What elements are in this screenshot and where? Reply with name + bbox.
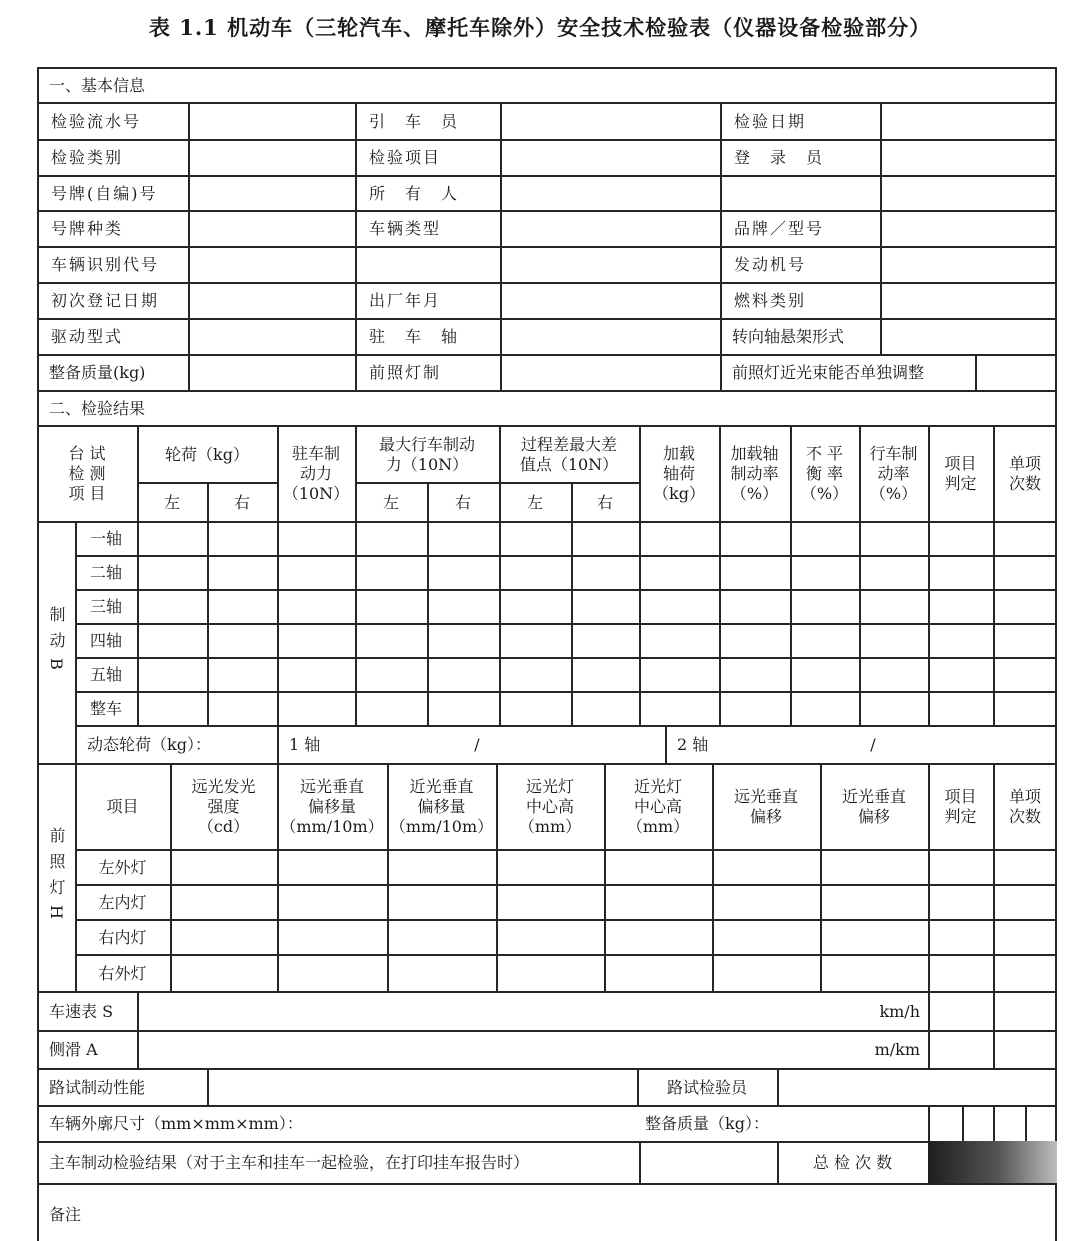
row-right-outer-lamp: 右外灯 [98, 963, 147, 983]
grid-line [37, 102, 1057, 104]
label-dimensions: 车辆外廓尺寸（mm×mm×mm）： [49, 1114, 303, 1133]
row-left-outer-lamp: 左外灯 [98, 857, 147, 877]
label-plate-type: 号牌种类 [51, 219, 124, 238]
label-inspection-type: 检验类别 [51, 148, 124, 167]
grid-line [993, 1105, 995, 1141]
label-dynamic-axle-1: 1 轴 [289, 735, 321, 754]
header-headlamp-item: 项目 [106, 797, 139, 816]
header-low-offset: 近光垂直 偏移 [841, 787, 906, 826]
grid-line [75, 691, 1057, 693]
label-fuel-type: 燃料类别 [734, 291, 807, 310]
header-high-center-height: 远光灯 中心高 （mm） [518, 777, 582, 836]
group-brake: 制动B [47, 606, 66, 680]
grid-line [1055, 67, 1057, 1241]
grid-line [37, 282, 1057, 284]
label-main-brake-result: 主车制动检验结果（对于主车和挂车一起检验，在打印挂车报告时） [49, 1153, 530, 1172]
grid-line [962, 1105, 964, 1141]
grid-line [975, 354, 977, 390]
grid-line [137, 991, 139, 1068]
label-vin: 车辆识别代号 [51, 255, 160, 274]
header-max-left: 左 [382, 492, 399, 512]
label-remarks: 备注 [49, 1205, 82, 1224]
header-diff-left: 左 [526, 492, 543, 512]
label-sideslip: 侧滑 A [49, 1040, 98, 1059]
grid-line [880, 210, 882, 354]
label-drive-type: 驱动型式 [51, 327, 124, 346]
label-curb-mass: 整备质量(kg) [49, 363, 146, 382]
shaded-cell [928, 1141, 1057, 1183]
row-whole-vehicle: 整车 [89, 699, 122, 718]
header-intensity: 远光发光 强度 （cd） [191, 777, 256, 836]
grid-line [75, 555, 1057, 557]
header-low-center-height: 近光灯 中心高 （mm） [626, 777, 690, 836]
header-service-rate: 行车制 动率 （%） [869, 444, 918, 503]
header-process-diff: 过程差最大差 值点（10N） [519, 434, 619, 474]
grid-line [37, 210, 1057, 212]
header-test-item: 台 试 检 测 项 目 [68, 444, 106, 503]
grid-line [639, 1141, 641, 1183]
label-inspection-date: 检验日期 [734, 111, 807, 131]
label-headlamp-system: 前照灯制 [369, 363, 442, 382]
label-inspection-item: 检验项目 [369, 148, 442, 167]
section-basic-info: 一、基本信息 [49, 75, 146, 95]
label-recorder: 登 录 员 [734, 148, 825, 167]
grid-line [777, 1068, 779, 1105]
header-loaded-rate: 加载轴 制动率 （%） [730, 444, 779, 503]
grid-line [880, 102, 882, 210]
row-axle-1: 一轴 [89, 529, 122, 548]
grid-line [928, 1030, 930, 1068]
header-headlamp-count: 单项 次数 [1008, 787, 1041, 826]
label-curb-mass-bottom: 整备质量（kg）： [645, 1114, 769, 1133]
label-plate-no: 号牌(自编)号 [51, 183, 158, 203]
grid-line [188, 102, 190, 390]
grid-line [75, 589, 1057, 591]
label-dynamic-load: 动态轮荷（kg）： [87, 735, 211, 754]
label-low-beam-adjust: 前照灯近光束能否单独调整 [732, 363, 925, 382]
label-dynamic-axle-2: 2 轴 [677, 735, 709, 754]
header-loaded-axle: 加载 轴荷 （kg） [653, 444, 705, 503]
grid-line [37, 246, 1057, 248]
grid-line [500, 102, 502, 390]
grid-line [1025, 1105, 1027, 1141]
label-engine-no: 发动机号 [734, 255, 807, 274]
form-title: 表 1.1 机动车（三轮汽车、摩托车除外）安全技术检验表（仪器设备检验部分） [148, 15, 932, 40]
grid-line [75, 954, 1057, 956]
row-axle-5: 五轴 [89, 665, 122, 684]
grid-line [37, 318, 1057, 320]
speed-unit: km/h [879, 1001, 920, 1021]
section-results: 二、检验结果 [49, 398, 146, 418]
row-axle-4: 四轴 [89, 631, 122, 650]
header-max-right: 右 [454, 492, 471, 512]
grid-line [928, 1105, 930, 1141]
grid-line [75, 884, 1057, 886]
row-axle-3: 三轴 [89, 597, 122, 616]
inspection-form [37, 67, 1057, 1241]
label-parking-axle: 驻 车 轴 [369, 327, 460, 346]
grid-line [37, 521, 1057, 523]
header-high-vertical-offset: 远光垂直 偏移量 （mm/10m） [280, 777, 384, 836]
header-count: 单项 次数 [1008, 454, 1041, 493]
dynamic-separator-2: / [870, 735, 876, 754]
grid-line [37, 139, 1057, 141]
grid-line [75, 657, 1057, 659]
label-steering-suspension: 转向轴悬架形式 [732, 327, 845, 346]
grid-line [75, 849, 1057, 851]
header-parking-brake: 驻车制 动力 （10N） [282, 444, 350, 503]
grid-line [37, 1183, 1057, 1185]
header-imbalance: 不 平 衡 率 （%） [800, 444, 849, 503]
label-vehicle-type: 车辆类型 [369, 219, 442, 238]
label-serial-no: 检验流水号 [51, 111, 142, 131]
header-diff-right: 右 [596, 492, 613, 512]
label-manufacture-date: 出厂年月 [369, 291, 442, 310]
grid-line [75, 623, 1057, 625]
header-judge: 项目 判定 [944, 454, 977, 493]
grid-line [207, 1068, 209, 1105]
label-brand-model: 品牌／型号 [734, 219, 825, 238]
group-headlamp: 前照灯H [47, 827, 66, 929]
grid-line [75, 919, 1057, 921]
dynamic-separator-1: / [474, 735, 480, 754]
label-road-test: 路试制动性能 [49, 1077, 146, 1097]
row-left-inner-lamp: 左内灯 [98, 892, 147, 912]
slip-unit: m/km [874, 1040, 920, 1059]
header-wheel-right: 右 [233, 492, 250, 512]
label-owner: 所 有 人 [369, 183, 460, 203]
header-low-vertical-offset: 近光垂直 偏移量 （mm/10m） [389, 777, 494, 836]
label-total-count: 总 检 次 数 [812, 1153, 893, 1172]
grid-line [37, 175, 1057, 177]
label-speedometer: 车速表 S [49, 1001, 114, 1021]
header-wheel-left: 左 [163, 492, 180, 512]
label-road-inspector: 路试检验员 [666, 1077, 747, 1097]
label-driver: 引 车 员 [369, 111, 460, 131]
header-wheel-load: 轮荷（kg） [165, 444, 249, 464]
row-axle-2: 二轴 [89, 563, 122, 582]
row-right-inner-lamp: 右内灯 [98, 927, 147, 947]
header-headlamp-judge: 项目 判定 [944, 787, 977, 826]
header-high-offset: 远光垂直 偏移 [733, 787, 798, 826]
label-first-registration: 初次登记日期 [51, 291, 160, 310]
header-max-brake: 最大行车制动 力（10N） [378, 434, 475, 474]
